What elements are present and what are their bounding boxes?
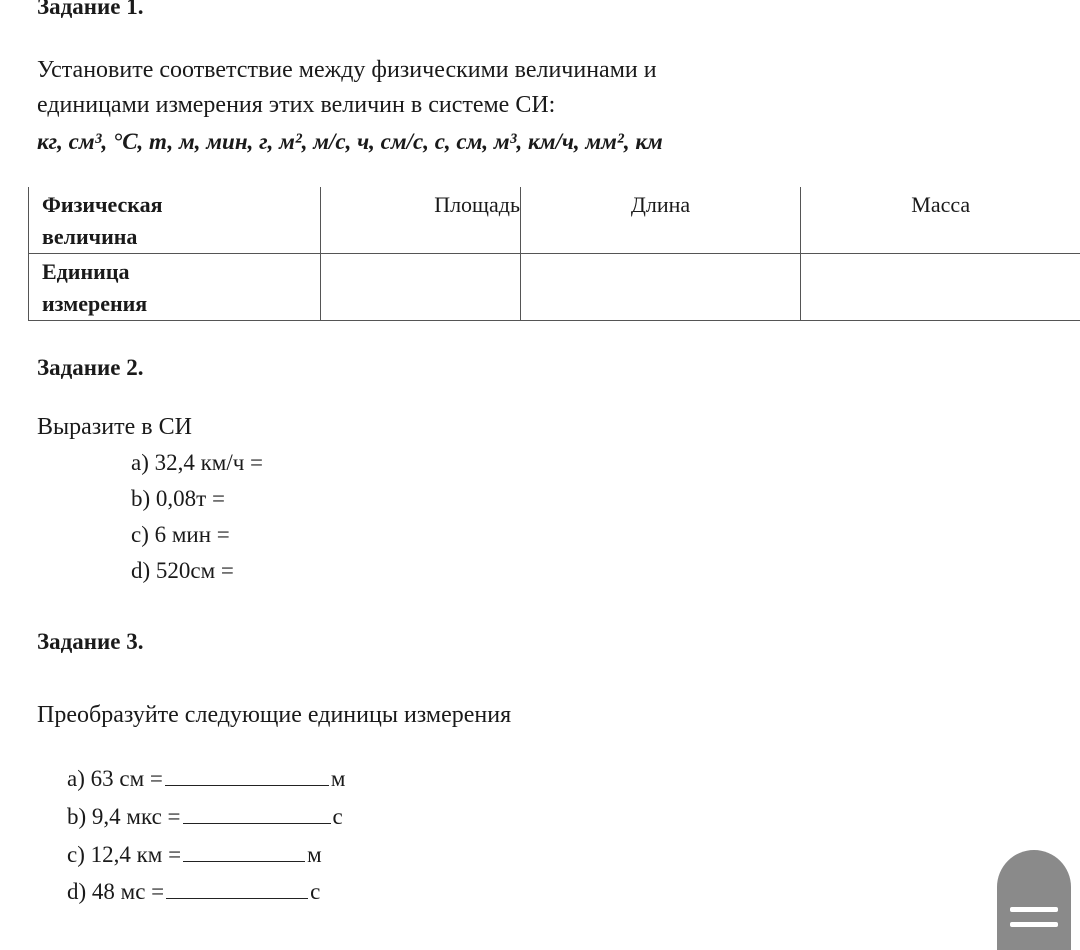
task3-item-b (67, 804, 343, 830)
task3-item-c-unit: м (307, 842, 322, 868)
task1-line1: Установите соответствие между физическими величинами и (37, 53, 657, 87)
task3-prompt: Преобразуйте следующие единицы измерения (37, 698, 511, 732)
row2-label-line1: Единица (42, 256, 320, 288)
hamburger-menu-button[interactable] (997, 850, 1071, 950)
task1-heading: Задание 1. (37, 0, 144, 20)
hamburger-menu-icon-bar (1010, 922, 1058, 927)
task2-heading: Задание 2. (37, 355, 144, 381)
answer-blank-d[interactable] (166, 882, 308, 899)
task3-item-d-unit: с (310, 879, 320, 905)
task2-item-a: a) 32,4 км/ч = (131, 450, 263, 476)
hamburger-menu-icon (1010, 907, 1058, 912)
answer-blank-a[interactable] (165, 769, 329, 786)
table-row-label-quantity (29, 187, 321, 254)
task3-item-b-unit: с (333, 804, 343, 830)
task2-prompt: Выразите в СИ (37, 410, 192, 444)
task3-item-a (67, 766, 345, 792)
table-cell-mass-unit (801, 254, 1080, 321)
answer-blank-b[interactable] (183, 807, 331, 824)
row1-label-line2: величина (42, 221, 320, 253)
task1-units-list: кг, см³, °С, т, м, мин, г, м², м/с, ч, см/с, с, см, м³, км/ч, мм², км (37, 129, 663, 155)
task3-item-d (67, 879, 320, 905)
table-col-mass: Масса (801, 187, 1080, 254)
table-cell-area-unit (321, 254, 521, 321)
task2-item-c: c) 6 мин = (131, 522, 230, 548)
row2-label-line2: измерения (42, 288, 320, 320)
table-col-area: Площадь (321, 187, 521, 254)
task1-line2: единицами измерения этих величин в системе СИ: (37, 88, 555, 122)
task3-heading: Задание 3. (37, 629, 144, 655)
table-col-length: Длина (521, 187, 801, 254)
table-row-label-unit (29, 254, 321, 321)
task3-item-a-label: a) 63 см = (67, 766, 163, 792)
task3-item-c (67, 842, 322, 868)
task3-item-b-label: b) 9,4 мкс = (67, 804, 181, 830)
answer-blank-c[interactable] (183, 845, 305, 862)
task2-item-d: d) 520см = (131, 558, 234, 584)
task3-item-a-unit: м (331, 766, 346, 792)
table-cell-length-unit (521, 254, 801, 321)
quantity-unit-table (28, 187, 1080, 321)
task3-item-c-label: c) 12,4 км = (67, 842, 181, 868)
row1-label-line1: Физическая (42, 189, 320, 221)
task2-item-b: b) 0,08т = (131, 486, 225, 512)
task3-item-d-label: d) 48 мс = (67, 879, 164, 905)
